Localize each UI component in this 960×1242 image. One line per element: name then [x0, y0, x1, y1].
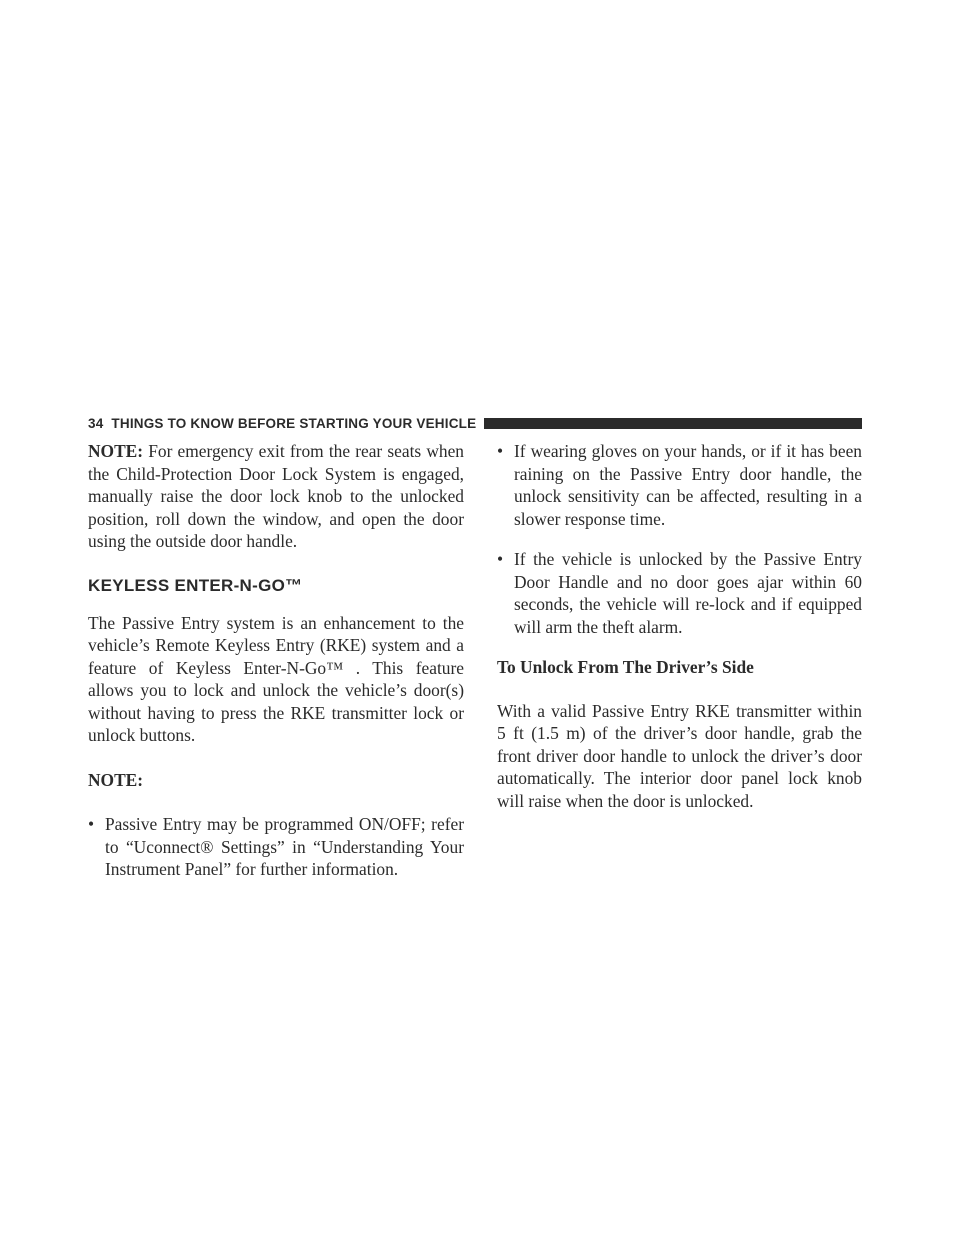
- bullet-icon: •: [497, 441, 504, 461]
- list-item-text: If wearing gloves on your hands, or if it has been raining on the Passive Entry door handle, the unlock sensitivity can be affected, resulting in a slower response time.: [514, 441, 862, 529]
- note-text: For emergency exit from the rear seats when the Child-Protection Door Lock System is engaged, manually raise the door lock knob to the unlocked position, roll down the window, and open the door using the outside door handle.: [88, 441, 464, 551]
- bullet-icon: •: [88, 814, 95, 834]
- list-item: [497, 440, 862, 530]
- list-item-text: Passive Entry may be programmed ON/OFF; refer to “Uconnect® Settings” in “Understanding Your Instrument Panel” for further information.: [105, 814, 464, 879]
- list-item: [497, 548, 862, 638]
- list-item: [88, 813, 464, 881]
- note-label-standalone: NOTE:: [88, 769, 144, 790]
- list-item-text: If the vehicle is unlocked by the Passive Entry Door Handle and no door goes ajar within 60 seconds, the vehicle will re-lock and if equipped will arm the theft alarm.: [514, 549, 862, 637]
- right-column: [497, 440, 862, 834]
- unlock-paragraph: With a valid Passive Entry RKE transmitter within 5 ft (1.5 m) of the driver’s door handle, grab the front driver door handle to unlock the driver’s door automatically. The interior door panel lock knob will raise when the door is unlocked.: [497, 700, 862, 811]
- chapter-title: THINGS TO KNOW BEFORE STARTING YOUR VEHICLE: [111, 415, 477, 431]
- note-paragraph: [88, 440, 464, 553]
- section-heading: KEYLESS ENTER-N-GO™: [88, 575, 303, 595]
- bullet-icon: •: [497, 549, 504, 569]
- header-rule: [484, 418, 862, 429]
- page-number: 34: [88, 415, 104, 431]
- note-label: NOTE:: [88, 441, 144, 461]
- intro-paragraph: The Passive Entry system is an enhancement to the vehicle’s Remote Keyless Entry (RKE) system and a feature of Keyless Enter-N-Go™ . This feature allows you to lock and unlock the vehicle’s door(s) without having to press the RKE transmitter lock or unlock buttons.: [88, 612, 464, 745]
- left-column: [88, 440, 464, 899]
- page-header: [88, 412, 862, 434]
- subheading: To Unlock From The Driver’s Side: [497, 657, 754, 677]
